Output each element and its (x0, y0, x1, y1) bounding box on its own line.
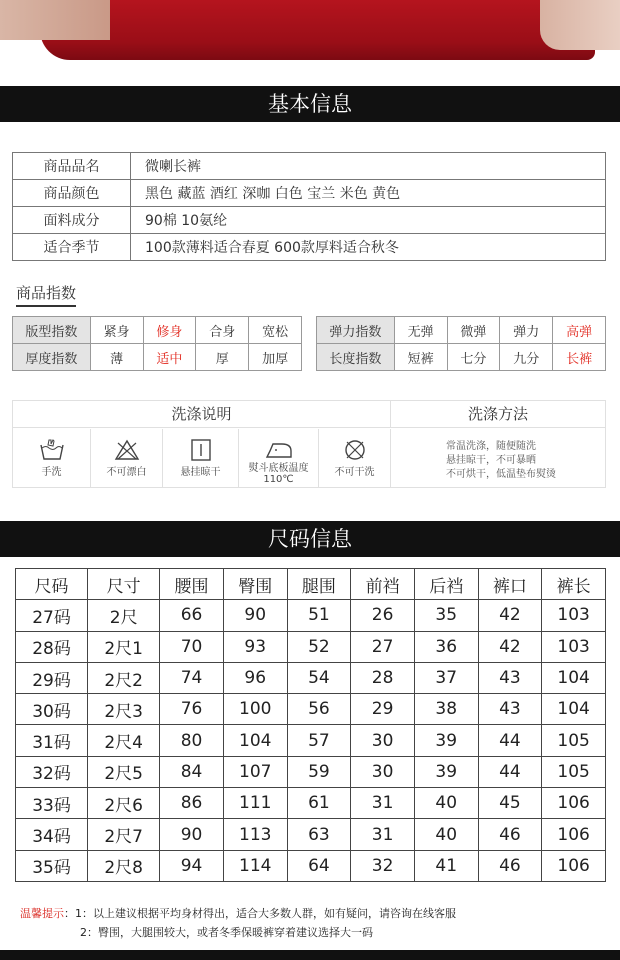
washing-instructions-title: 洗涤说明 (13, 401, 391, 428)
size-header-cell: 臀围 (223, 569, 287, 600)
size-row (16, 631, 606, 662)
size-cell: 32 (351, 850, 415, 881)
size-cell: 40 (414, 819, 478, 850)
size-header-cell: 裤口 (478, 569, 542, 600)
index-label: 版型指数 (13, 317, 91, 344)
index-option: 无弹 (394, 317, 447, 344)
size-row (16, 850, 606, 881)
size-cell: 29码 (16, 662, 88, 693)
info-key: 商品颜色 (13, 180, 131, 207)
size-cell: 2尺2 (88, 662, 160, 693)
size-cell: 70 (160, 631, 224, 662)
index-table-right (316, 316, 606, 371)
washing-panel (12, 400, 606, 488)
size-cell: 2尺7 (88, 819, 160, 850)
index-row (13, 317, 302, 344)
index-option: 厚 (196, 344, 249, 371)
size-cell: 41 (414, 850, 478, 881)
index-option: 宽松 (249, 317, 302, 344)
size-cell: 43 (478, 694, 542, 725)
washing-method-text: 常温洗涤，随便随洗 悬挂晾干，不可暴晒 不可烘干，低温垫布熨烫 (446, 441, 556, 480)
size-cell: 37 (414, 662, 478, 693)
tips-label: 温馨提示 (20, 907, 64, 920)
size-cell: 32码 (16, 756, 88, 787)
index-option: 微弹 (447, 317, 500, 344)
size-cell: 104 (542, 694, 606, 725)
size-cell: 45 (478, 788, 542, 819)
size-cell: 31 (351, 788, 415, 819)
size-cell: 27 (351, 631, 415, 662)
index-option: 九分 (500, 344, 553, 371)
index-option-selected: 适中 (143, 344, 196, 371)
size-cell: 106 (542, 819, 606, 850)
size-cell: 104 (223, 725, 287, 756)
size-row (16, 788, 606, 819)
tips-line-2: 2：臀围，大腿围较大，或者冬季保暖裤穿着建议选择大一码 (80, 926, 373, 939)
size-cell: 39 (414, 725, 478, 756)
hang-dry-icon (188, 439, 214, 461)
iron-icon (264, 439, 294, 461)
no-dry-clean-icon (342, 439, 368, 461)
photo-arm-left (0, 0, 110, 40)
size-cell: 52 (287, 631, 351, 662)
size-cell: 56 (287, 694, 351, 725)
index-option-selected: 长裤 (553, 344, 606, 371)
size-cell: 106 (542, 788, 606, 819)
size-cell: 61 (287, 788, 351, 819)
size-info-header: 尺码信息 (0, 521, 620, 557)
size-cell: 114 (223, 850, 287, 881)
size-header-cell: 腰围 (160, 569, 224, 600)
size-row (16, 756, 606, 787)
size-header-cell: 腿围 (287, 569, 351, 600)
size-cell: 26 (351, 600, 415, 631)
size-cell: 30 (351, 756, 415, 787)
size-cell: 51 (287, 600, 351, 631)
size-cell: 36 (414, 631, 478, 662)
info-row (13, 207, 606, 234)
size-cell: 96 (223, 662, 287, 693)
size-cell: 33码 (16, 788, 88, 819)
size-cell: 35码 (16, 850, 88, 881)
size-cell: 44 (478, 756, 542, 787)
size-row (16, 694, 606, 725)
size-cell: 29 (351, 694, 415, 725)
size-cell: 28 (351, 662, 415, 693)
index-label: 厚度指数 (13, 344, 91, 371)
size-cell: 46 (478, 819, 542, 850)
size-cell: 42 (478, 631, 542, 662)
index-option-selected: 高弹 (553, 317, 606, 344)
size-cell: 2尺8 (88, 850, 160, 881)
no-bleach-icon (114, 439, 140, 461)
next-section-bar (0, 950, 620, 960)
size-row (16, 600, 606, 631)
wash-item-iron: 熨斗底板温度 110℃ (239, 429, 319, 487)
size-cell: 84 (160, 756, 224, 787)
size-cell: 90 (160, 819, 224, 850)
size-cell: 106 (542, 850, 606, 881)
size-cell: 94 (160, 850, 224, 881)
tips (20, 904, 456, 942)
photo-garment (40, 0, 595, 60)
size-cell: 103 (542, 600, 606, 631)
size-cell: 30 (351, 725, 415, 756)
size-cell: 63 (287, 819, 351, 850)
index-label: 弹力指数 (317, 317, 395, 344)
size-header-cell: 尺码 (16, 569, 88, 600)
size-header-cell: 裤长 (542, 569, 606, 600)
size-cell: 2尺3 (88, 694, 160, 725)
index-option: 弹力 (500, 317, 553, 344)
size-row (16, 662, 606, 693)
size-cell: 42 (478, 600, 542, 631)
size-cell: 76 (160, 694, 224, 725)
size-cell: 86 (160, 788, 224, 819)
wash-item-hand: 手洗 (13, 429, 91, 487)
size-cell: 59 (287, 756, 351, 787)
size-cell: 30码 (16, 694, 88, 725)
index-row (13, 344, 302, 371)
index-table-left (12, 316, 302, 371)
info-value: 90棉 10氨纶 (131, 207, 606, 234)
size-cell: 64 (287, 850, 351, 881)
size-header-cell: 后裆 (414, 569, 478, 600)
size-cell: 80 (160, 725, 224, 756)
index-title: 商品指数 (16, 282, 76, 307)
size-cell: 2尺4 (88, 725, 160, 756)
size-cell: 105 (542, 756, 606, 787)
size-cell: 57 (287, 725, 351, 756)
index-option: 薄 (90, 344, 143, 371)
index-option: 紧身 (90, 317, 143, 344)
size-cell: 100 (223, 694, 287, 725)
size-cell: 35 (414, 600, 478, 631)
info-value: 黑色 藏蓝 酒红 深咖 白色 宝兰 米色 黄色 (131, 180, 606, 207)
size-cell: 31码 (16, 725, 88, 756)
size-cell: 93 (223, 631, 287, 662)
hand-wash-icon (39, 439, 65, 461)
size-cell: 54 (287, 662, 351, 693)
size-cell: 34码 (16, 819, 88, 850)
wash-item-no-bleach: 不可漂白 (91, 429, 163, 487)
index-label: 长度指数 (317, 344, 395, 371)
size-cell: 46 (478, 850, 542, 881)
info-key: 面料成分 (13, 207, 131, 234)
size-cell: 43 (478, 662, 542, 693)
size-cell: 104 (542, 662, 606, 693)
size-table (15, 568, 606, 882)
size-row (16, 819, 606, 850)
size-cell: 38 (414, 694, 478, 725)
info-row (13, 180, 606, 207)
size-header-cell: 前裆 (351, 569, 415, 600)
size-cell: 31 (351, 819, 415, 850)
info-value: 微喇长裤 (131, 153, 606, 180)
size-cell: 40 (414, 788, 478, 819)
index-option-selected: 修身 (143, 317, 196, 344)
photo-arm-right (540, 0, 620, 50)
size-row (16, 725, 606, 756)
product-photo (0, 0, 620, 62)
index-option: 短裤 (394, 344, 447, 371)
size-cell: 113 (223, 819, 287, 850)
size-cell: 107 (223, 756, 287, 787)
info-row (13, 153, 606, 180)
size-cell: 2尺6 (88, 788, 160, 819)
size-cell: 27码 (16, 600, 88, 631)
tips-line-1: ：1：以上建议根据平均身材得出，适合大多数人群，如有疑问，请咨询在线客服 (64, 907, 456, 920)
wash-item-no-dry-clean: 不可干洗 (319, 429, 391, 487)
product-info-table (12, 152, 606, 261)
info-value: 100款薄料适合春夏 600款厚料适合秋冬 (131, 234, 606, 261)
size-cell: 2尺5 (88, 756, 160, 787)
size-header-cell: 尺寸 (88, 569, 160, 600)
basic-info-header: 基本信息 (0, 86, 620, 122)
index-row (317, 317, 606, 344)
info-key: 商品品名 (13, 153, 131, 180)
wash-item-hang-dry: 悬挂晾干 (163, 429, 239, 487)
size-cell: 74 (160, 662, 224, 693)
size-cell: 44 (478, 725, 542, 756)
index-option: 合身 (196, 317, 249, 344)
size-cell: 90 (223, 600, 287, 631)
index-option: 加厚 (249, 344, 302, 371)
size-cell: 2尺1 (88, 631, 160, 662)
size-cell: 39 (414, 756, 478, 787)
index-row (317, 344, 606, 371)
size-cell: 105 (542, 725, 606, 756)
washing-method-title: 洗涤方法 (391, 401, 605, 428)
size-cell: 28码 (16, 631, 88, 662)
index-option: 七分 (447, 344, 500, 371)
size-cell: 103 (542, 631, 606, 662)
size-cell: 111 (223, 788, 287, 819)
size-cell: 2尺 (88, 600, 160, 631)
size-cell: 66 (160, 600, 224, 631)
info-key: 适合季节 (13, 234, 131, 261)
info-row (13, 234, 606, 261)
